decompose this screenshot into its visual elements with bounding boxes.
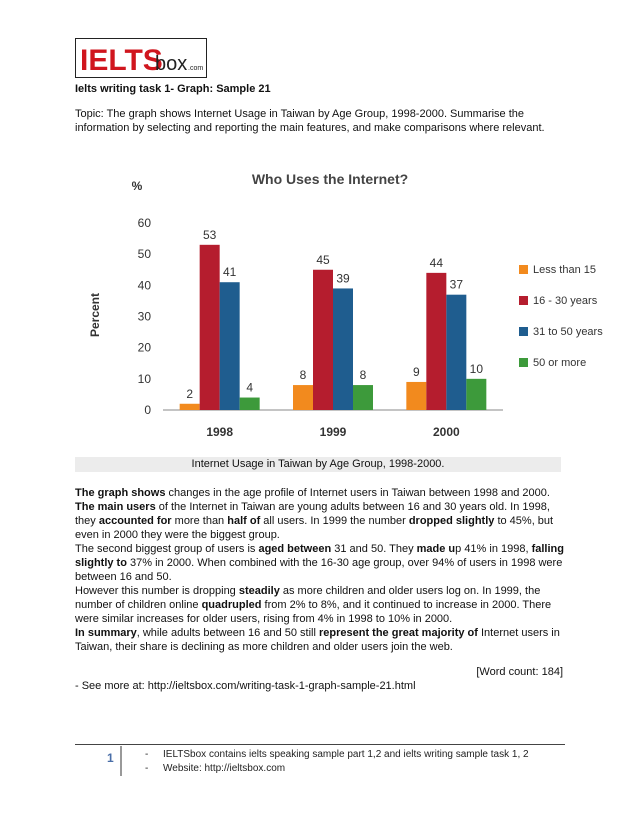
bar: [180, 404, 200, 410]
data-label: 9: [412, 364, 420, 379]
y-tick-label: 50: [137, 247, 151, 262]
bold-phrase: The graph shows: [75, 487, 166, 499]
bold-phrase: dropped slightly: [408, 515, 495, 527]
see-more-link[interactable]: - See more at: http://ieltsbox.com/writing-task-1-graph-sample-21.html: [75, 680, 416, 692]
paragraph-1: [75, 486, 565, 542]
page-number: 1: [107, 751, 114, 765]
x-tick-label: 1998: [206, 425, 234, 439]
page-title: Ielts writing task 1- Graph: Sample 21: [75, 83, 271, 95]
data-label: 44: [429, 255, 444, 270]
text-run: 31 and 50. They: [331, 543, 417, 555]
bar-chart: [75, 150, 603, 456]
text-run: p 41% in 1998,: [455, 543, 532, 555]
bullet: -: [145, 749, 149, 760]
text-run: to 45%, but even in 2000 they were the biggest group.: [75, 515, 554, 541]
y-tick-label: 40: [137, 278, 151, 293]
legend-label: 16 - 30 years: [533, 295, 598, 307]
word-count: [Word count: 184]: [476, 666, 563, 678]
y-tick-label: 10: [137, 371, 151, 386]
bar: [466, 379, 486, 410]
x-tick-label: 1999: [319, 425, 347, 439]
bar: [426, 273, 446, 410]
paragraph-4: [75, 626, 565, 654]
legend-label: Less than 15: [533, 264, 596, 276]
bar: [333, 288, 353, 410]
chart-svg: [75, 150, 603, 456]
paragraph-3: [75, 584, 565, 626]
chart-unit: %: [131, 179, 143, 193]
bold-phrase: steadily: [238, 585, 280, 597]
footer-rule: [75, 744, 565, 745]
data-label: 41: [222, 265, 237, 280]
logo-tld: .com: [188, 65, 204, 72]
bar: [353, 385, 373, 410]
data-label: 10: [469, 361, 484, 376]
legend-swatch: [519, 327, 528, 336]
text-run: , while adults between 16 and 50 still: [136, 627, 319, 639]
bold-phrase: half of: [227, 515, 261, 527]
essay-body: [75, 486, 565, 654]
bold-phrase: accounted for: [98, 515, 172, 527]
legend-label: 50 or more: [533, 357, 587, 369]
legend-swatch: [519, 358, 528, 367]
text-run: of the Internet in Taiwan are young adults between 16 and 30 years old. In 1998, they: [75, 501, 550, 527]
bar: [200, 245, 220, 410]
data-label: 8: [359, 368, 367, 383]
data-label: 2: [186, 386, 194, 401]
data-label: 39: [336, 271, 350, 286]
logo-brand: IELTS: [80, 44, 163, 77]
text-run: more than: [171, 515, 228, 527]
data-label: 37: [449, 277, 464, 292]
footer-notes: [145, 748, 529, 776]
footer-line-1: [145, 748, 529, 762]
y-tick-label: 20: [137, 340, 151, 355]
chart-caption: Internet Usage in Taiwan by Age Group, 1998-2000.: [75, 457, 561, 472]
y-tick-label: 60: [137, 216, 151, 230]
bar: [313, 270, 333, 410]
text-run: However this number is dropping: [75, 585, 239, 597]
bold-phrase: In summary: [75, 627, 137, 639]
data-label: 53: [202, 227, 217, 242]
text-run: The second biggest group of users is: [75, 543, 259, 555]
bar: [240, 398, 260, 410]
bar: [293, 385, 313, 410]
footer-divider: [120, 746, 122, 776]
footer-line-2: [145, 762, 529, 776]
ieltsbox-logo: [75, 38, 207, 78]
bar: [446, 295, 466, 410]
footer-text: IELTSbox contains ielts speaking sample part 1,2 and ielts writing sample task 1, 2: [163, 749, 529, 760]
logo-suffix: box: [155, 53, 188, 75]
bold-phrase: The main users: [75, 501, 156, 513]
bold-phrase: represent the great majority of: [318, 627, 478, 639]
bold-phrase: falling slightly to: [75, 543, 564, 569]
data-label: 4: [246, 380, 254, 395]
bold-phrase: aged between: [258, 543, 332, 555]
text-run: changes in the age profile of Internet users in Taiwan between 1998 and 2000.: [165, 487, 550, 499]
footer-website[interactable]: Website: http://ieltsbox.com: [163, 763, 286, 774]
y-axis-label: Percent: [88, 292, 102, 338]
y-tick-label: 30: [137, 309, 151, 324]
data-label: 8: [299, 368, 307, 383]
bullet: -: [145, 763, 149, 774]
bold-phrase: quadrupled: [201, 599, 262, 611]
bar: [220, 282, 240, 410]
legend-label: 31 to 50 years: [533, 326, 603, 338]
text-run: 37% in 2000. When combined with the 16-30 age group, over 94% of users in 1998 were between 16 and 50.: [75, 557, 563, 583]
topic-text: Topic: The graph shows Internet Usage in Taiwan by Age Group, 1998-2000. Summarise the information by selecting and reporting the main features, and make comparisons where relevant.: [75, 108, 545, 134]
text-run: as more children and older users log on. In 1999, the number of children online: [75, 585, 541, 611]
legend-swatch: [519, 265, 528, 274]
y-tick-label: 0: [144, 403, 151, 417]
data-label: 45: [316, 252, 330, 267]
bar: [406, 382, 426, 410]
x-tick-label: 2000: [432, 425, 460, 439]
bold-phrase: made u: [416, 543, 456, 555]
chart-title: Who Uses the Internet?: [251, 171, 409, 187]
text-run: from 2% to 8%, and it continued to increase in 2000. There were similar increases for older users, rising from 4% in 1998 to 10% in 2000.: [75, 599, 552, 625]
text-run: all users. In 1999 the number: [260, 515, 409, 527]
text-run: Internet users in Taiwan, their share is declining as more children and older users join the web.: [75, 627, 560, 653]
paragraph-2: [75, 542, 565, 584]
legend-swatch: [519, 296, 528, 305]
